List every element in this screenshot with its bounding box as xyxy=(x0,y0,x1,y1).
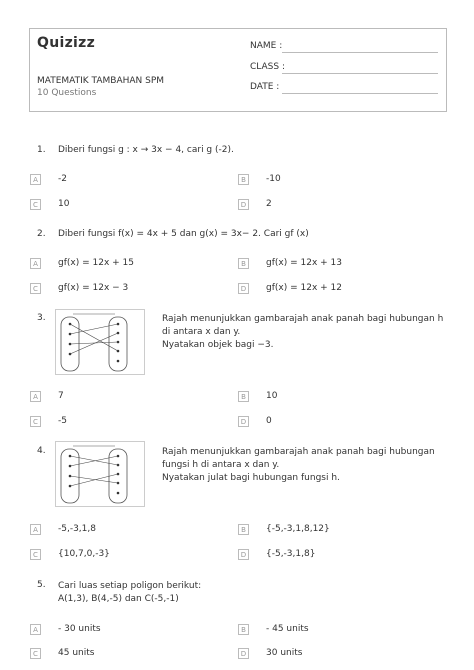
option-b[interactable]: - 45 units xyxy=(266,624,309,634)
option-a[interactable]: 7 xyxy=(58,391,64,401)
question-number: 4. xyxy=(37,446,46,456)
option-letter: C xyxy=(30,549,41,560)
question-text: Cari luas setiap poligon berikut: A(1,3), B(4,-5) dan C(-5,-1) xyxy=(58,581,202,604)
option-c[interactable]: {10,7,0,-3} xyxy=(58,549,110,559)
name-field[interactable] xyxy=(282,52,438,53)
option-c[interactable]: -5 xyxy=(58,416,67,426)
question-number: 1. xyxy=(37,145,46,155)
option-letter: D xyxy=(238,199,249,210)
option-c[interactable]: 45 units xyxy=(58,648,95,658)
worksheet-title: MATEMATIK TAMBAHAN SPM xyxy=(37,76,165,86)
question-number: 5. xyxy=(37,580,46,590)
option-a[interactable]: - 30 units xyxy=(58,624,101,634)
option-d[interactable]: gf(x) = 12x + 12 xyxy=(266,283,342,293)
option-letter: B xyxy=(238,391,249,402)
option-a[interactable]: -2 xyxy=(58,174,67,184)
option-b[interactable]: -10 xyxy=(266,174,281,184)
option-letter: A xyxy=(30,391,41,402)
option-b[interactable]: {-5,-3,1,8,12} xyxy=(266,524,330,534)
class-field[interactable] xyxy=(282,73,438,74)
option-letter: C xyxy=(30,416,41,427)
option-letter: B xyxy=(238,524,249,535)
date-field[interactable] xyxy=(282,93,438,94)
option-letter: A xyxy=(30,524,41,535)
arrow-diagram xyxy=(55,309,145,375)
option-d[interactable]: 30 units xyxy=(266,648,303,658)
option-letter: A xyxy=(30,258,41,269)
question-text: Diberi fungsi g : x → 3x − 4, cari g (-2). xyxy=(58,145,234,155)
option-b[interactable]: gf(x) = 12x + 13 xyxy=(266,258,342,268)
quizizz-logo: Quizizz xyxy=(37,35,96,51)
arrow-diagram xyxy=(55,441,145,507)
date-label: DATE : xyxy=(250,82,280,92)
option-c[interactable]: 10 xyxy=(58,199,70,209)
option-b[interactable]: 10 xyxy=(266,391,278,401)
option-letter: A xyxy=(30,624,41,635)
question-number: 2. xyxy=(37,229,46,239)
question-text: Rajah menunjukkan gambarajah anak panah bagi hubungan fungsi h di antara x dan y. Nyatakan julat bagi hubungan fungsi h. xyxy=(162,447,435,483)
option-letter: D xyxy=(238,549,249,560)
option-letter: C xyxy=(30,283,41,294)
question-text: Rajah menunjukkan gambarajah anak panah bagi hubungan h di antara x dan y. Nyatakan objek bagi −3. xyxy=(162,314,444,350)
option-d[interactable]: 2 xyxy=(266,199,272,209)
question-text: Diberi fungsi f(x) = 4x + 5 dan g(x) = 3x− 2. Cari gf (x) xyxy=(58,229,309,239)
option-letter: B xyxy=(238,258,249,269)
class-label: CLASS : xyxy=(250,62,285,72)
option-letter: B xyxy=(238,174,249,185)
option-a[interactable]: gf(x) = 12x + 15 xyxy=(58,258,134,268)
question-number: 3. xyxy=(37,313,46,323)
option-c[interactable]: gf(x) = 12x − 3 xyxy=(58,283,129,293)
option-letter: C xyxy=(30,199,41,210)
option-letter: D xyxy=(238,648,249,659)
option-letter: D xyxy=(238,416,249,427)
option-letter: B xyxy=(238,624,249,635)
question-count: 10 Questions xyxy=(37,88,97,98)
option-letter: D xyxy=(238,283,249,294)
option-d[interactable]: 0 xyxy=(266,416,272,426)
option-a[interactable]: -5,-3,1,8 xyxy=(58,524,96,534)
option-letter: C xyxy=(30,648,41,659)
option-letter: A xyxy=(30,174,41,185)
name-label: NAME : xyxy=(250,41,283,51)
option-d[interactable]: {-5,-3,1,8} xyxy=(266,549,316,559)
